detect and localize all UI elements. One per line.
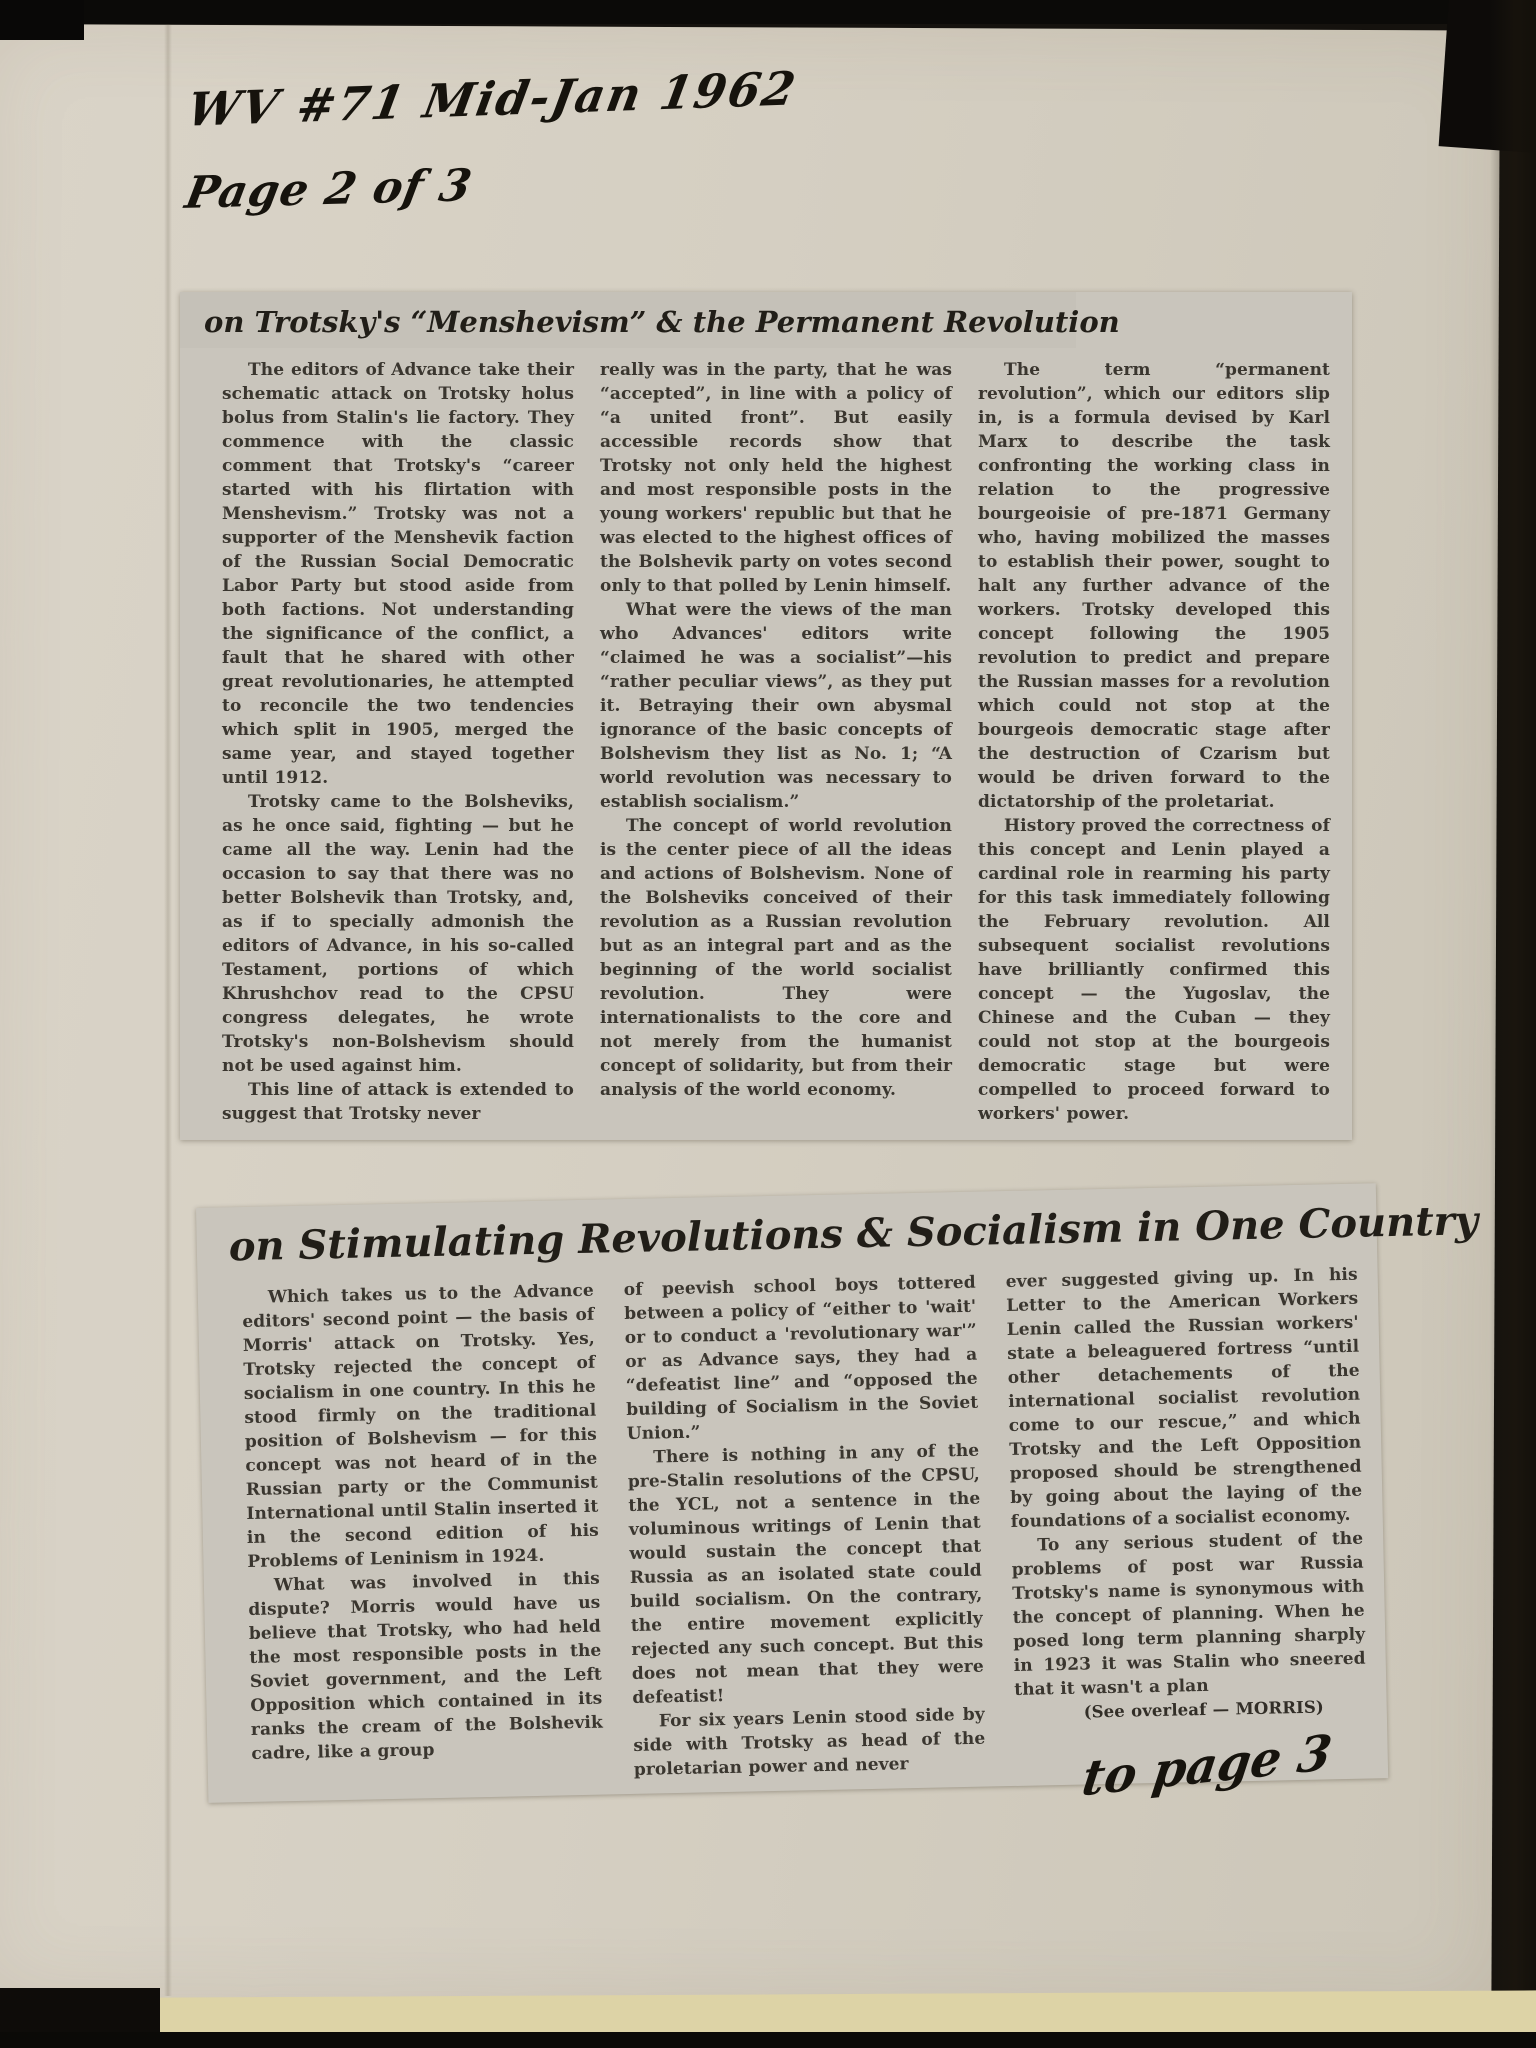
scan-edge-right [1490,0,1536,2048]
article-paragraph: To any serious student of the problems of post war Russia Trotsky's name is synonymous with the concept of planning. When he posed long term planning sharply in 1923 it was Stalin who sneered that it wasn't a plan [1011,1528,1366,1700]
article-2-columns [198,1256,1388,1791]
handwritten-to-page-note: to page 3 [1078,1724,1336,1808]
scan-edge-bottom [0,2032,1536,2048]
article-2-column-2 [624,1271,986,1782]
article-2-column-1 [242,1279,604,1766]
article-2-column-3 [1005,1263,1366,1726]
see-overleaf-note: (See overleaf — MORRIS) [1083,1697,1324,1722]
clipping-article-1 [180,292,1352,1140]
article-paragraph: Which takes us to the Advance editors' second point — the basis of Morris' attack on Trotsky. Yes, Trotsky rejected the concept of socialism in one country. In this he stood firmly on the traditional position of Bolshevism — for this concept was not heard of in the Russian party or the Communist International until Stalin inserted it in the second edition of his Problems of Leninism in 1924. [242,1280,600,1572]
scan-edge-top [0,0,1536,24]
article-1-column-1 [222,358,574,1126]
article-paragraph: really was in the party, that he was “accepted”, in line with a policy of “a united front”. But easily accessible records show that Trotsky not only held the highest and most responsible posts in the young workers' republic but that he was elected to the highest offices of the Bolshevik party on votes second only to that polled by Lenin himself. [600,360,952,596]
scan-edge-top-left [0,0,84,40]
article-paragraph: For six years Lenin stood side by side with Trotsky as head of the proletarian power and never [633,1704,986,1780]
article-1-column-2 [600,358,952,1102]
article-paragraph: The concept of world revolution is the center piece of all the ideas and actions of Bolshevism. None of the Bolsheviks conceived of their revolution as a Russian revolution but as an integral part and as the beginning of the world socialist revolution. They were internationalists to the core and not merely from the humanist concept of solidarity, but from their analysis of the world economy. [600,816,952,1100]
article-1-columns [180,348,1352,1126]
article-paragraph: The term “permanent revolution”, which our editors slip in, is a formula devised by Karl Marx to describe the task confronting the working class in relation to the progressive bourgeoisie of pre-1871 Germany who, having mobilized the masses to establish their power, sought to halt any further advance of the workers. Trotsky developed this concept following the 1905 revolution to predict and prepare the Russian masses for a revolution which could not stop at the bourgeois democratic stage after the destruction of Czarism but would be driven forward to the dictatorship of the proletariat. [978,360,1330,812]
article-1-column-3 [978,358,1330,1126]
article-paragraph: What were the views of the man who Advances' editors write “claimed he was a socialist”—his “rather peculiar views”, as they put it. Betraying their own abysmal ignorance of the basic concepts of Bolshevism they list as No. 1; “A world revolution was necessary to establish socialism.” [600,600,952,812]
handwritten-page-note: Page 2 of 3 [181,160,477,219]
article-paragraph: ever suggested giving up. In his Letter to the American Workers Lenin called the Russian workers' state a beleaguered fortress “until other detachements of the international socialist revolution come to our rescue,” and which Trotsky and the Left Opposition proposed should be strengthened by going about the laying of the foundations of a socialist economy. [1005,1264,1363,1533]
clipping-article-2 [196,1183,1479,1803]
article-paragraph: Trotsky came to the Bolsheviks, as he once said, fighting — but he came all the way. Lenin had the occasion to say that there was no better Bolshevik than Trotsky, and, as if to specially admonish the editors of Advance, in his so-called Testament, portions of which Khrushchov read to the CPSU congress delegates, he wrote Trotsky's non-Bolshevism should not be used against him. [222,792,574,1076]
article-paragraph: The editors of Advance take their schematic attack on Trotsky holus bolus from Stalin's lie factory. They commence with the classic comment that Trotsky's “career started with his flirtation with Menshevism.” Trotsky was not a supporter of the Menshevik faction of the Russian Social Democratic Labor Party but stood aside from both factions. Not understanding the significance of the conflict, a fault that he shared with other great revolutionaries, he attempted to reconcile the two tendencies which split in 1905, merged the same year, and stayed together until 1912. [222,360,574,788]
article-2-headline: on Stimulating Revolutions & Socialism in One Country [228,1197,1479,1271]
article-paragraph: There is nothing in any of the pre-Stalin resolutions of the CPSU, the YCL, not a sentence in the voluminous writings of Lenin that would sustain the concept that Russia as an isolated state could build socialism. On the contrary, the entire movement explicitly rejected any such concept. But this does not mean that they were defeatist! [627,1440,984,1708]
article-paragraph: of peevish school boys tottered between a policy of “either to 'wait' or to conduct a 'revolutionary war'” or as Advance says, they had a “defeatist line” and “opposed the building of Socialism in the Soviet Union.” [623,1272,979,1445]
handwritten-issue-note: WV #71 Mid-Jan 1962 [183,61,802,137]
article-paragraph: History proved the correctness of this concept and Lenin played a cardinal role in rearming his party for this task immediately following the February revolution. All subsequent socialist revolutions have brilliantly confirmed this concept — the Yugoslav, the Chinese and the Cuban — they could not stop at the bourgeois democratic stage but were compelled to proceed forward to workers' power. [978,816,1330,1124]
article-paragraph: What was involved in this dispute? Morris would have us believe that Trotsky, who had held the most responsible posts in the Soviet government, and the Left Opposition which contained in its ranks the cream of the Bolshevik cadre, like a group [248,1568,604,1764]
article-1-headline: on Trotsky's “Menshevism” & the Permanent Revolution [180,292,1076,348]
page-crease-shadow [164,24,172,1996]
article-paragraph: This line of attack is extended to suggest that Trotsky never [222,1080,574,1124]
